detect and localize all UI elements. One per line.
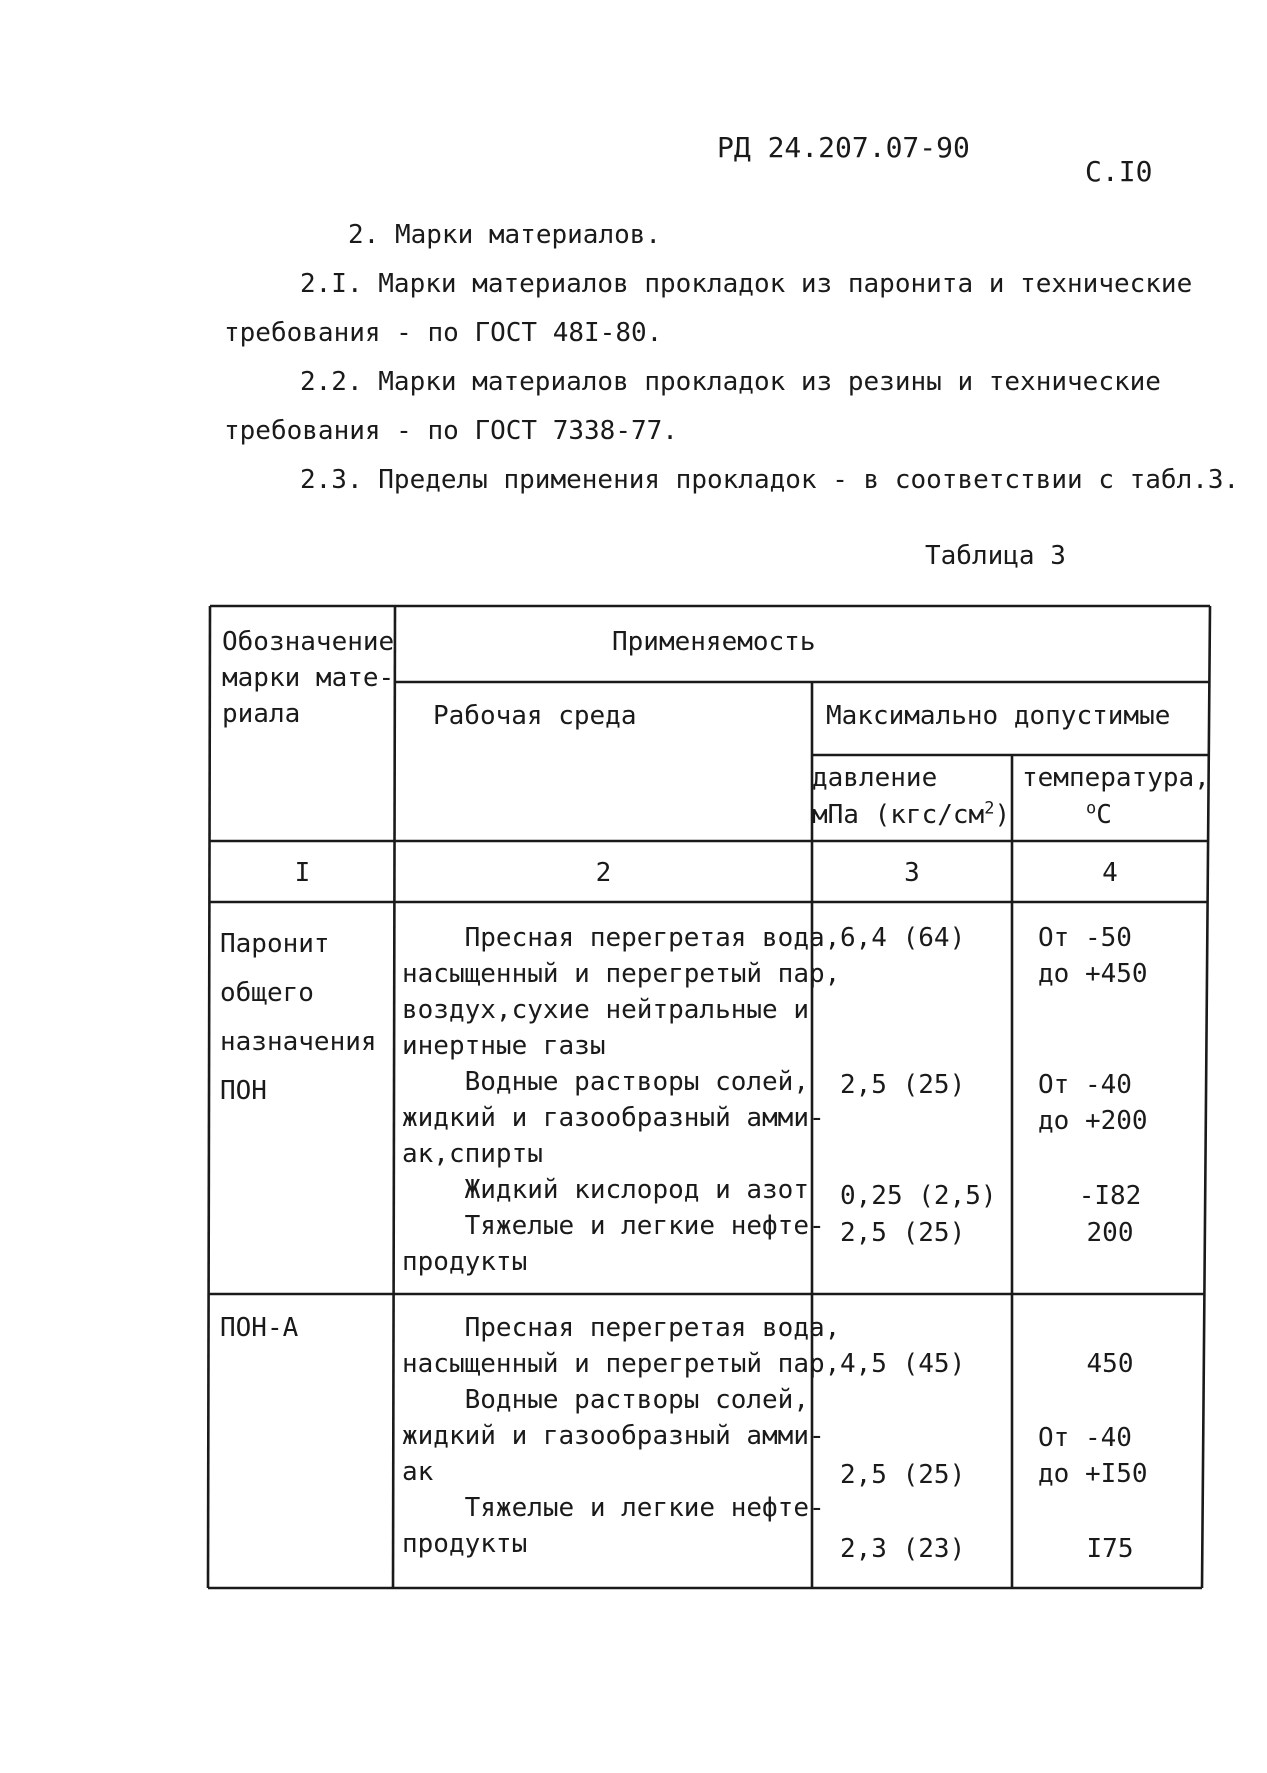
column-number: 4 [1102, 858, 1118, 888]
header-pressure [812, 760, 1010, 834]
header-line: температура, [1022, 763, 1210, 793]
temperature-line: до +450 [1038, 959, 1148, 989]
header-designation [222, 624, 394, 732]
paragraph-line: требования - по ГОСТ 7338-77. [224, 416, 678, 446]
medium-line: Пресная перегретая вода, [402, 1313, 841, 1343]
document-code: РД 24.207.07-90 [717, 131, 970, 164]
designation-line: назначения [220, 1027, 377, 1057]
pressure-cell: 0,25 (2,5) [840, 1181, 997, 1211]
temperature-cell [1038, 920, 1148, 992]
column-number: 2 [595, 858, 612, 888]
page-number: С.I0 [1085, 155, 1153, 188]
column-number: 3 [904, 858, 920, 888]
header-line: Обозначение [222, 627, 395, 657]
temperature-line: От -40 [1038, 1070, 1132, 1100]
pressure-cell: 2,3 (23) [840, 1534, 966, 1564]
table-border-left [208, 606, 210, 1588]
temperature-cell [1038, 1067, 1148, 1139]
designation-line: Паронит [220, 929, 330, 959]
medium-line: жидкий и газообразный амми- [402, 1103, 825, 1133]
medium-line: Водные растворы солей, [402, 1067, 809, 1097]
paragraph-line: 2.2. Марки материалов прокладок из резины и технические [300, 367, 1161, 397]
medium-line: инертные газы [402, 1031, 606, 1061]
medium-line: Водные растворы солей, [402, 1385, 809, 1415]
medium-line: ак,спирты [402, 1139, 543, 1169]
header-applicability: Применяемость [612, 627, 816, 657]
medium-line: продукты [402, 1529, 528, 1559]
header-line [1022, 797, 1210, 834]
designation-line: ПОН [220, 1076, 267, 1106]
temperature-line: От -50 [1038, 923, 1132, 953]
header-temperature [1022, 760, 1210, 834]
medium-line: ак [402, 1457, 434, 1487]
paragraph-line: 2.I. Марки материалов прокладок из паронита и технические [300, 269, 1193, 299]
pressure-cell: 2,5 (25) [840, 1460, 966, 1490]
pressure-unit-close: ) [994, 800, 1011, 830]
designation-pon-a: ПОН-А [220, 1313, 299, 1343]
medium-line: воздух,сухие нейтральные и [402, 995, 809, 1025]
medium-line: Жидкий кислород и азот [402, 1175, 809, 1205]
pressure-cell: 4,5 (45) [840, 1349, 966, 1379]
medium-line: Пресная перегретая вода, [402, 923, 841, 953]
medium-line: Тяжелые и легкие нефте- [402, 1211, 825, 1241]
paragraph-line: требования - по ГОСТ 48I-80. [224, 318, 663, 348]
header-line: риала [222, 699, 301, 729]
column-number: I [294, 858, 311, 888]
temperature-unit: С [1096, 800, 1112, 830]
header-line: давление [812, 763, 938, 793]
temperature-cell [1038, 1420, 1148, 1492]
medium-line: Тяжелые и легкие нефте- [402, 1493, 825, 1523]
table-caption: Таблица 3 [925, 541, 1066, 571]
designation-line: общего [220, 978, 314, 1008]
paragraph-2-3: 2.3. Пределы применения прокладок - в соответствии с табл.3. [300, 465, 1240, 495]
header-line [812, 797, 1010, 834]
header-line: марки мате- [222, 663, 395, 693]
header-medium: Рабочая среда [433, 701, 637, 731]
degree-sign: о [1086, 798, 1097, 819]
temperature-line: От -40 [1038, 1423, 1132, 1453]
table-border-right [1202, 606, 1210, 1588]
designation-pon [220, 920, 377, 1116]
pressure-unit: мПа (кгс/см [812, 800, 985, 830]
medium-line: продукты [402, 1247, 528, 1277]
column-rule-1 [393, 606, 395, 1588]
section-heading: 2. Марки материалов. [348, 220, 662, 250]
temperature-cell: -I82 [1078, 1181, 1142, 1211]
pressure-cell: 2,5 (25) [840, 1218, 966, 1248]
header-max-allowed: Максимально допустимые [826, 701, 1171, 731]
pressure-cell: 6,4 (64) [840, 923, 966, 953]
medium-line: насыщенный и перегретый пар, [402, 959, 841, 989]
medium-line: насыщенный и перегретый пар, [402, 1349, 841, 1379]
medium-line: жидкий и газообразный амми- [402, 1421, 825, 1451]
pressure-cell: 2,5 (25) [840, 1070, 966, 1100]
temperature-line: до +I50 [1038, 1459, 1148, 1489]
temperature-cell: I75 [1086, 1534, 1134, 1564]
temperature-cell: 450 [1086, 1349, 1134, 1379]
pressure-unit-exponent: 2 [984, 798, 995, 819]
medium-cell [402, 920, 840, 1280]
medium-cell [402, 1310, 840, 1562]
temperature-line: до +200 [1038, 1106, 1148, 1136]
temperature-cell: 200 [1086, 1218, 1134, 1248]
